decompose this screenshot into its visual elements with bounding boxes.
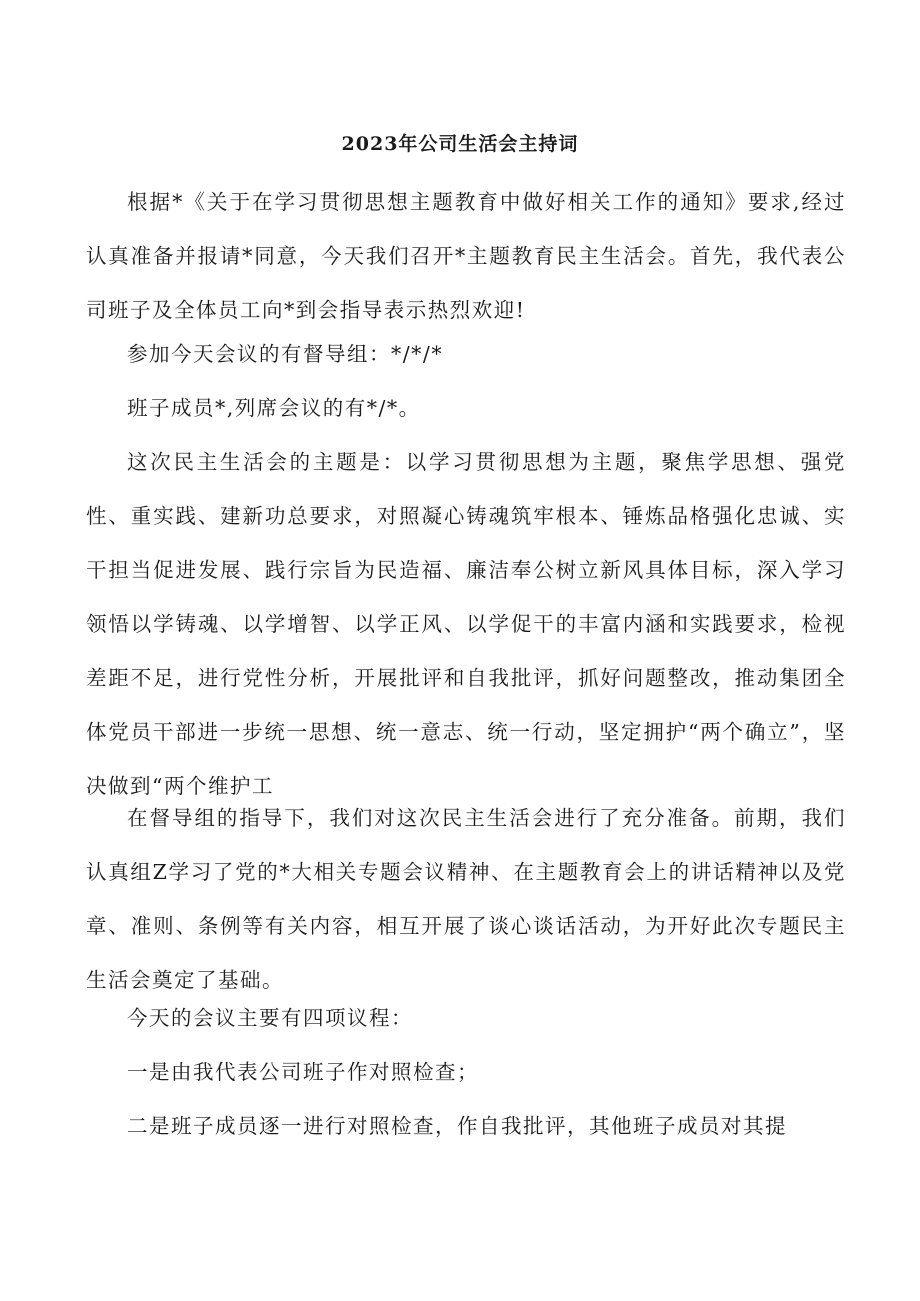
paragraph-agenda-item-1: 一是由我代表公司班子作对照检查； bbox=[127, 1060, 479, 1084]
paragraph-preparation: 在督导组的指导下，我们对这次民主生活会进行了充分准备。前期，我们认真组Z学习了党的*大相关专题会议精神、在主题教育会上的讲话精神以及党章、准则、条例等有关内容，相互开展了谈心谈话活动，为开好此次专题民主生活会奠定了基础。 bbox=[86, 806, 846, 992]
paragraph-members: 班子成员*,列席会议的有*/*。 bbox=[127, 396, 421, 420]
paragraph-agenda-intro: 今天的会议主要有四项议程： bbox=[127, 1006, 413, 1030]
document-title: 2023年公司生活会主持词 bbox=[341, 133, 579, 155]
paragraph-supervision-group: 参加今天会议的有督导组：*/*/* bbox=[127, 342, 444, 366]
paragraph-theme: 这次民主生活会的主题是：以学习贯彻思想为主题，聚焦学思想、强党性、重实践、建新功总要求，对照凝心铸魂筑牢根本、锤炼品格强化忠诚、实干担当促进发展、践行宗旨为民造福、廉洁奉公树立新风具体目标，深入学习领悟以学铸魂、以学增智、以学正风、以学促干的丰富内涵和实践要求，检视差距不足，进行党性分析，开展批评和自我批评，抓好问题整改，推动集团全体党员干部进一步统一思想、统一意志、统一行动，坚定拥护“两个确立”，坚决做到“两个维护工 bbox=[86, 450, 846, 798]
paragraph-opening: 根据*《关于在学习贯彻思想主题教育中做好相关工作的通知》要求,经过认真准备并报请*同意，今天我们召开*主题教育民主生活会。首先，我代表公司班子及全体员工向*到会指导表示热烈欢迎! bbox=[86, 190, 846, 322]
paragraph-agenda-item-2: 二是班子成员逐一进行对照检查，作自我批评，其他班子成员对其提 bbox=[127, 1114, 787, 1138]
